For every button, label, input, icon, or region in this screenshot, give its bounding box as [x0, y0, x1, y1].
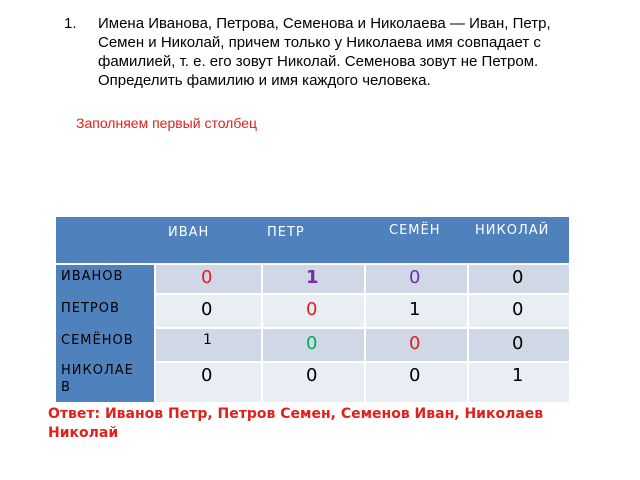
row-header-ivanov: ИВАНОВ — [61, 269, 124, 284]
value-petrov-ivan: 0 — [201, 299, 213, 320]
value-ivanov-petr: 1 — [306, 267, 319, 288]
row-header-nikolaev: НИКОЛАЕВ — [61, 363, 134, 395]
column-header-petr: ПЕТР — [267, 225, 305, 240]
value-petrov-semen: 1 — [409, 299, 421, 320]
problem-text: Имена Иванова, Петрова, Семенова и Николаева — Иван, Петр, Семен и Николай, причем только у Николаева имя совпадает с фамилией, т. е. его зовут Николай. Семенова зовут не Петром. Определить фамилию и имя каждого человека. — [98, 15, 551, 89]
value-petrov-petr: 0 — [306, 299, 318, 320]
problem-number: 1. — [64, 15, 77, 32]
value-petrov-nikolai: 0 — [512, 299, 524, 320]
value-ivanov-ivan: 0 — [201, 267, 213, 288]
column-header-nikolai: НИКОЛАЙ — [475, 223, 550, 238]
value-ivanov-semen: 0 — [409, 267, 421, 288]
hint-text: Заполняем первый столбец — [76, 115, 258, 131]
value-nikolaev-ivan: 0 — [201, 365, 213, 386]
row-header-petrov: ПЕТРОВ — [61, 301, 120, 316]
value-semenov-ivan: 1 — [203, 332, 212, 348]
answer-text: Ответ: Иванов Петр, Петров Семен, Семенов Иван, Николаев Николай — [48, 406, 544, 441]
solution-table — [55, 216, 570, 403]
value-semenov-semen: 0 — [409, 333, 421, 354]
value-nikolaev-semen: 0 — [409, 365, 421, 386]
value-nikolaev-petr: 0 — [306, 365, 318, 386]
row-header-semenov: СЕМЁНОВ — [61, 333, 134, 348]
value-ivanov-nikolai: 0 — [512, 267, 524, 288]
value-nikolaev-nikolai: 1 — [512, 365, 524, 386]
value-semenov-petr: 0 — [306, 333, 318, 354]
column-header-semen: СЕМЁН — [389, 223, 441, 238]
value-semenov-nikolai: 0 — [512, 333, 524, 354]
column-header-ivan: ИВАН — [168, 225, 210, 240]
